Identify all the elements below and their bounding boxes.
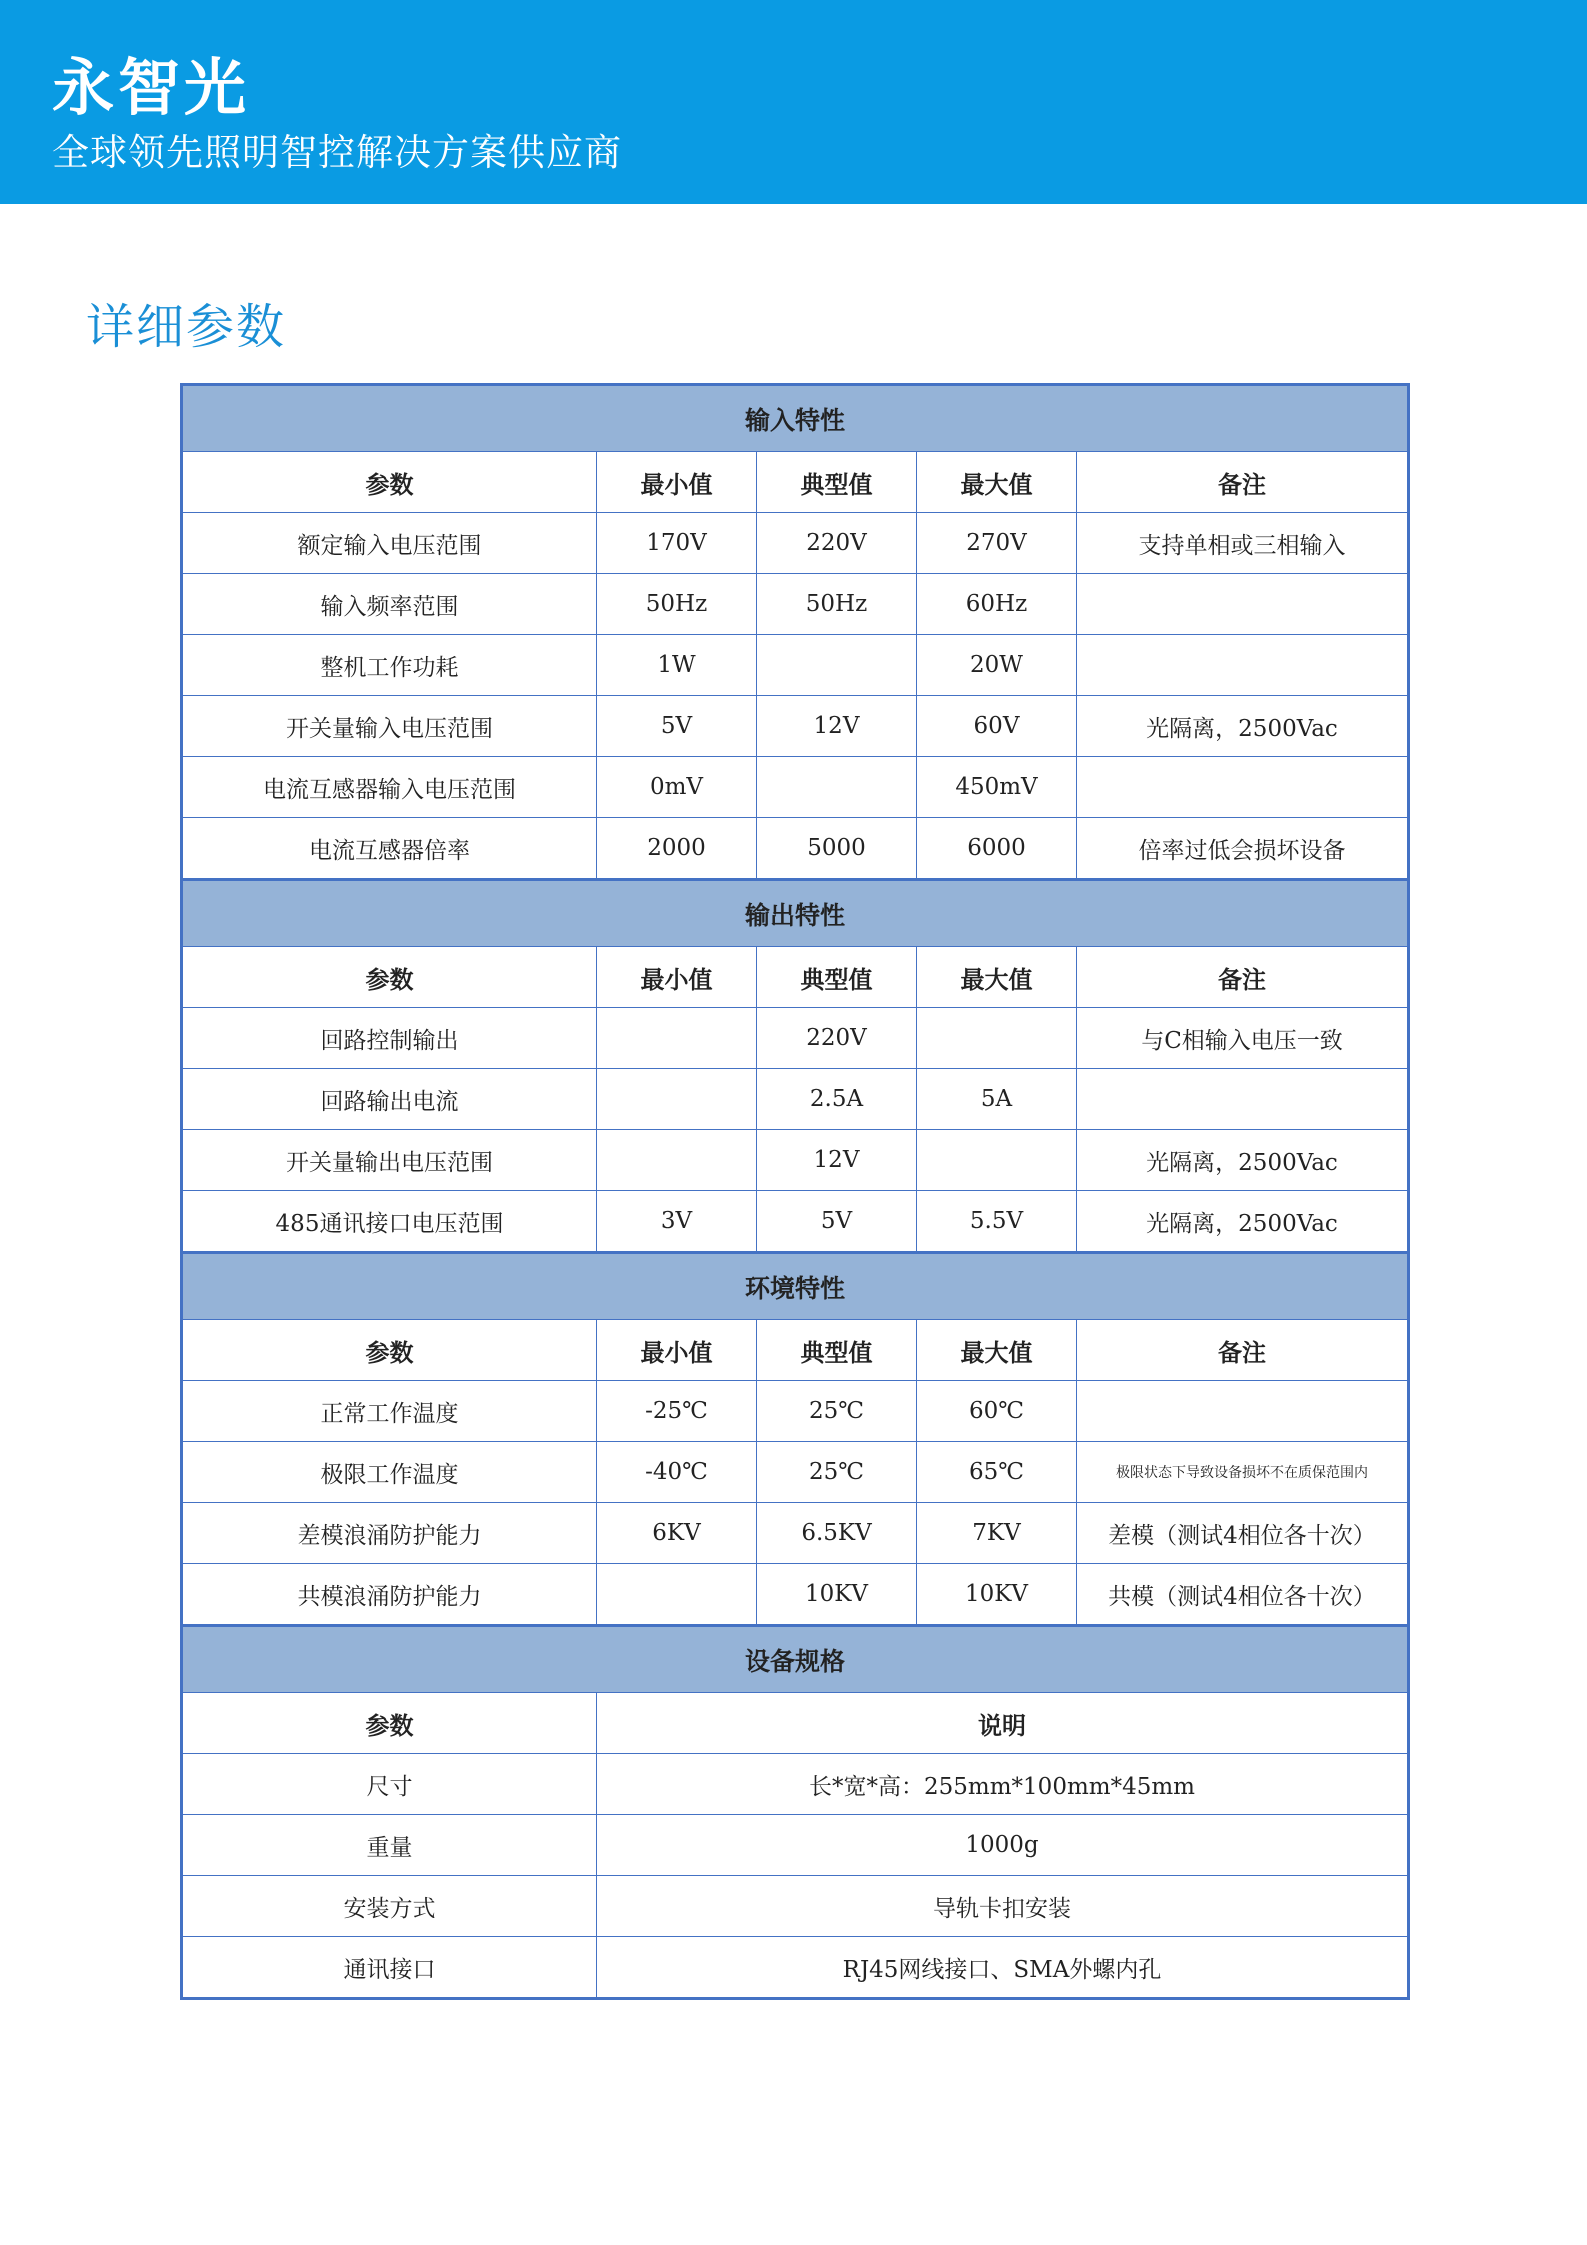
param-cell: 差模浪涌防护能力	[182, 1503, 597, 1564]
max-cell: 60V	[917, 696, 1077, 757]
note-cell: 倍率过低会损坏设备	[1077, 818, 1409, 880]
typ-cell: 25℃	[757, 1442, 917, 1503]
param-cell: 重量	[182, 1815, 597, 1876]
min-cell	[597, 1130, 757, 1191]
max-cell: 5A	[917, 1069, 1077, 1130]
note-cell: 极限状态下导致设备损坏不在质保范围内	[1077, 1442, 1409, 1503]
param-cell: 安装方式	[182, 1876, 597, 1937]
header-banner	[0, 0, 1587, 204]
typ-cell: 12V	[757, 1130, 917, 1191]
min-cell: -25℃	[597, 1381, 757, 1442]
column-header-param: 参数	[182, 452, 597, 513]
typ-cell: 12V	[757, 696, 917, 757]
section-header-input	[182, 385, 1409, 452]
typ-cell: 220V	[757, 1008, 917, 1069]
note-cell	[1077, 574, 1409, 635]
column-header-param: 参数	[182, 1320, 597, 1381]
column-header-min: 最小值	[597, 1320, 757, 1381]
min-cell: -40℃	[597, 1442, 757, 1503]
desc-cell: 导轨卡扣安装	[597, 1876, 1409, 1937]
min-cell: 3V	[597, 1191, 757, 1253]
table-row	[182, 1069, 1409, 1130]
note-cell: 共模（测试4相位各十次）	[1077, 1564, 1409, 1626]
column-header-max: 最大值	[917, 947, 1077, 1008]
min-cell: 5V	[597, 696, 757, 757]
typ-cell: 5V	[757, 1191, 917, 1253]
note-cell	[1077, 1381, 1409, 1442]
spec-table-body	[182, 385, 1409, 1999]
typ-cell: 220V	[757, 513, 917, 574]
max-cell	[917, 1008, 1077, 1069]
note-cell: 差模（测试4相位各十次）	[1077, 1503, 1409, 1564]
table-row	[182, 818, 1409, 880]
column-header-typ: 典型值	[757, 1320, 917, 1381]
param-cell: 开关量输出电压范围	[182, 1130, 597, 1191]
column-header-param: 参数	[182, 1693, 597, 1754]
table-row	[182, 1754, 1409, 1815]
table-row	[182, 1008, 1409, 1069]
brand-slogan: 全球领先照明智控解决方案供应商	[52, 131, 622, 174]
note-cell	[1077, 757, 1409, 818]
column-header-max: 最大值	[917, 452, 1077, 513]
table-row	[182, 757, 1409, 818]
max-cell	[917, 1130, 1077, 1191]
min-cell	[597, 1564, 757, 1626]
section-header-output	[182, 880, 1409, 947]
param-cell: 额定输入电压范围	[182, 513, 597, 574]
brand-name: 永智光	[52, 51, 251, 124]
page-title: 详细参数	[86, 299, 287, 355]
column-header-param: 参数	[182, 947, 597, 1008]
min-cell	[597, 1008, 757, 1069]
typ-cell	[757, 757, 917, 818]
min-cell	[597, 1069, 757, 1130]
param-cell: 回路输出电流	[182, 1069, 597, 1130]
desc-cell: 1000g	[597, 1815, 1409, 1876]
max-cell: 270V	[917, 513, 1077, 574]
min-cell: 2000	[597, 818, 757, 880]
max-cell: 60℃	[917, 1381, 1077, 1442]
param-cell: 通讯接口	[182, 1937, 597, 1999]
desc-cell: RJ45网线接口、SMA外螺内孔	[597, 1937, 1409, 1999]
column-header-note: 备注	[1077, 947, 1409, 1008]
min-cell: 170V	[597, 513, 757, 574]
spec-table	[180, 383, 1410, 2000]
desc-cell: 长*宽*高：255mm*100mm*45mm	[597, 1754, 1409, 1815]
max-cell: 60Hz	[917, 574, 1077, 635]
param-cell: 回路控制输出	[182, 1008, 597, 1069]
max-cell: 6000	[917, 818, 1077, 880]
min-cell: 6KV	[597, 1503, 757, 1564]
section-title-input: 输入特性	[182, 385, 1409, 452]
max-cell: 7KV	[917, 1503, 1077, 1564]
param-cell: 整机工作功耗	[182, 635, 597, 696]
typ-cell: 25℃	[757, 1381, 917, 1442]
param-cell: 485通讯接口电压范围	[182, 1191, 597, 1253]
column-header-row	[182, 947, 1409, 1008]
column-header-row	[182, 1320, 1409, 1381]
note-cell	[1077, 1069, 1409, 1130]
max-cell: 450mV	[917, 757, 1077, 818]
column-header-typ: 典型值	[757, 947, 917, 1008]
table-row	[182, 696, 1409, 757]
section-title-environment: 环境特性	[182, 1253, 1409, 1320]
max-cell: 20W	[917, 635, 1077, 696]
typ-cell: 2.5A	[757, 1069, 917, 1130]
max-cell: 5.5V	[917, 1191, 1077, 1253]
column-header-note: 备注	[1077, 1320, 1409, 1381]
table-row	[182, 1564, 1409, 1626]
param-cell: 电流互感器输入电压范围	[182, 757, 597, 818]
note-cell: 支持单相或三相输入	[1077, 513, 1409, 574]
column-header-note: 备注	[1077, 452, 1409, 513]
column-header-min: 最小值	[597, 452, 757, 513]
column-header-max: 最大值	[917, 1320, 1077, 1381]
section-title-output: 输出特性	[182, 880, 1409, 947]
param-cell: 开关量输入电压范围	[182, 696, 597, 757]
section-header-device	[182, 1626, 1409, 1693]
column-header-row	[182, 1693, 1409, 1754]
typ-cell: 50Hz	[757, 574, 917, 635]
param-cell: 共模浪涌防护能力	[182, 1564, 597, 1626]
column-header-min: 最小值	[597, 947, 757, 1008]
section-header-environment	[182, 1253, 1409, 1320]
note-cell: 光隔离，2500Vac	[1077, 696, 1409, 757]
table-row	[182, 1503, 1409, 1564]
table-row	[182, 574, 1409, 635]
param-cell: 电流互感器倍率	[182, 818, 597, 880]
table-row	[182, 635, 1409, 696]
param-cell: 正常工作温度	[182, 1381, 597, 1442]
table-row	[182, 1191, 1409, 1253]
column-header-typ: 典型值	[757, 452, 917, 513]
section-title-device: 设备规格	[182, 1626, 1409, 1693]
max-cell: 65℃	[917, 1442, 1077, 1503]
note-cell: 与C相输入电压一致	[1077, 1008, 1409, 1069]
table-row	[182, 1130, 1409, 1191]
param-cell: 极限工作温度	[182, 1442, 597, 1503]
max-cell: 10KV	[917, 1564, 1077, 1626]
note-cell: 光隔离，2500Vac	[1077, 1191, 1409, 1253]
note-cell	[1077, 635, 1409, 696]
table-row	[182, 1937, 1409, 1999]
column-header-desc: 说明	[597, 1693, 1409, 1754]
param-cell: 尺寸	[182, 1754, 597, 1815]
param-cell: 输入频率范围	[182, 574, 597, 635]
table-row	[182, 1442, 1409, 1503]
typ-cell: 6.5KV	[757, 1503, 917, 1564]
typ-cell: 5000	[757, 818, 917, 880]
note-cell: 光隔离，2500Vac	[1077, 1130, 1409, 1191]
typ-cell: 10KV	[757, 1564, 917, 1626]
min-cell: 1W	[597, 635, 757, 696]
min-cell: 50Hz	[597, 574, 757, 635]
table-row	[182, 1381, 1409, 1442]
table-row	[182, 1876, 1409, 1937]
table-row	[182, 513, 1409, 574]
column-header-row	[182, 452, 1409, 513]
min-cell: 0mV	[597, 757, 757, 818]
table-row	[182, 1815, 1409, 1876]
typ-cell	[757, 635, 917, 696]
